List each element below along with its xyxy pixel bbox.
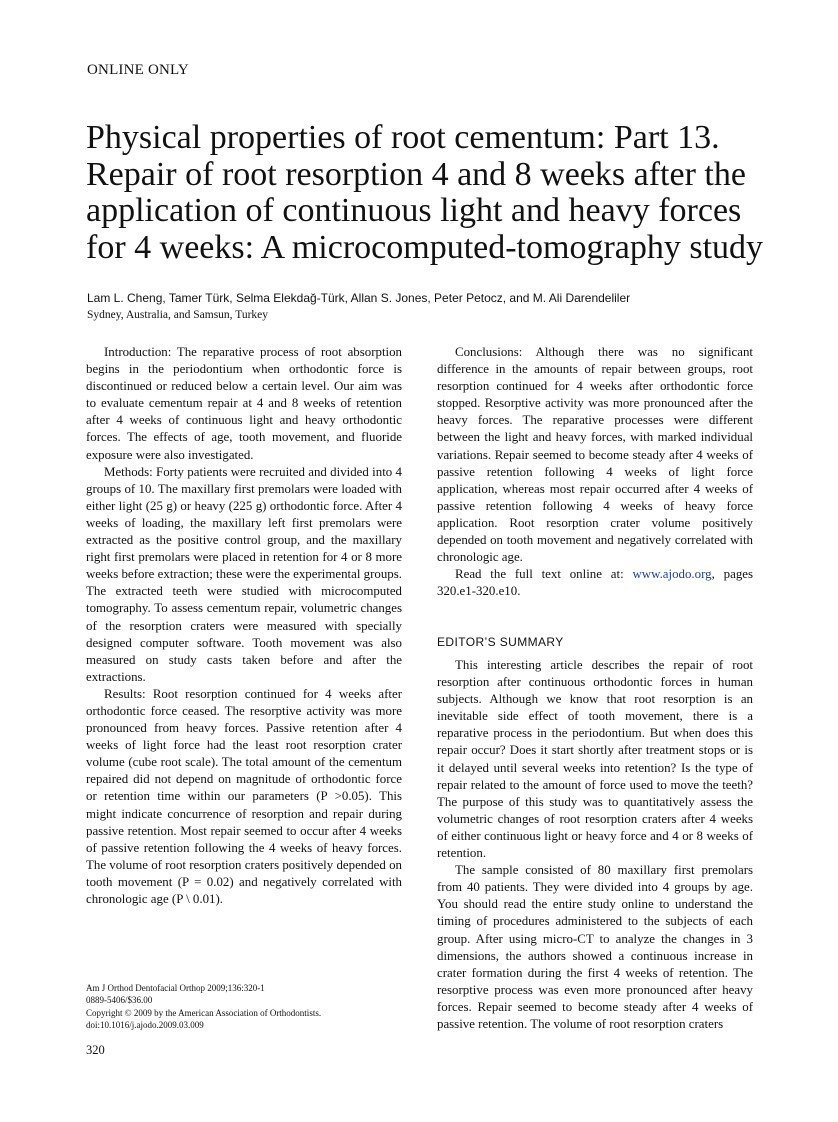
citation-footnote	[86, 982, 406, 1031]
page-number: 320	[86, 1043, 105, 1057]
read-full-text	[437, 566, 753, 600]
abstract-introduction: Introduction: The reparative process of root absorption begins in the periodontium when orthodontic force is discontinued or reduced below a certain level. Our aim was to evaluate cementum repair at 4 and 8 weeks of retention after 4 weeks of continuous light and heavy orthodontic forces. The effects of age, tooth movement, and fluoride exposure were also investigated.	[86, 345, 402, 462]
editors-summary-column	[437, 657, 753, 1033]
article-title	[86, 120, 786, 266]
author-list: Lam L. Cheng, Tamer Türk, Selma Elekdağ-Türk, Allan S. Jones, Peter Petocz, and M. Ali Darendeliler	[87, 291, 631, 305]
abstract-methods: Methods: Forty patients were recruited and divided into 4 groups of 10. The maxillary first premolars were loaded with either light (25 g) or heavy (225 g) orthodontic force. After 4 weeks of loading, the maxillary left first premolars were extracted as the positive control group, and the maxillary right first premolars were placed in retention for 4 or 8 more weeks before extraction; these were the experimental groups. The extracted teeth were studied with microcomputed tomography. To assess cementum repair, volumetric changes of the resorption craters were measured with specially designed computer software. Tooth movement was also measured on study casts taken before and after the extractions.	[86, 464, 402, 684]
abstract-right-column	[437, 344, 753, 600]
citation-line: Am J Orthod Dentofacial Orthop 2009;136:320-1	[86, 983, 265, 993]
read-suffix: , pages 320.e1-320.e10.	[437, 567, 754, 599]
editors-summary-paragraph: This interesting article describes the repair of root resorption after continuous orthodontic forces in human subjects. Although we know that root resorption is an inevitable side effect of tooth movement, there is a reparative process in the periodontium. But when does this repair occur? Does it start shortly after treatment stops or is it delayed until several weeks into retention? Is the type of repair related to the amount of force used to move the teeth? The purpose of this study was to quantitatively assess the volumetric changes of root resorption craters after 4 weeks of either continuous light or heavy force and 4 or 8 weeks of retention.	[437, 658, 753, 861]
journal-link[interactable]: www.ajodo.org	[632, 567, 712, 582]
title-line: Physical properties of root cementum: Part 13.	[86, 119, 720, 156]
abstract-conclusions: Conclusions: Although there was no significant difference in the amounts of repair between groups, root resorption continued for 4 weeks after orthodontic force stopped. Resorptive activity was more pronounced after the heavy forces. The reparative processes were different between the light and heavy forces, with marked individual variations. Repair seemed to become steady after 4 weeks of passive retention following 4 weeks of light force application, whereas most repair occurred after 4 weeks of passive retention following 4 weeks of heavy force application. Root resorption crater volume positively depended on tooth movement and negatively correlated with chronologic age.	[437, 345, 753, 565]
section-label: ONLINE ONLY	[87, 62, 189, 78]
read-prefix: Read the full text online at:	[455, 567, 633, 582]
doi-line: doi:10.1016/j.ajodo.2009.03.009	[86, 1019, 204, 1030]
editors-summary-paragraph: The sample consisted of 80 maxillary first premolars from 40 patients. They were divided into 4 groups by age. You should read the entire study online to understand the timing of procedures administered to the subjects of each group. After using micro-CT to analyze the changes in 3 dimensions, the authors showed a continuous increase in crater formation during the first 4 weeks of retention. The resorptive process was even more pronounced after heavy forces. Repair seemed to become steady after 4 weeks of passive retention. The volume of root resorption craters	[437, 863, 753, 1031]
issn-line: 0889-5406/$36.00	[86, 995, 153, 1006]
title-line: for 4 weeks: A microcomputed-tomography study	[86, 228, 764, 266]
abstract-results: Results: Root resorption continued for 4 weeks after orthodontic force ceased. The resorptive activity was more pronounced from heavy forces. Passive retention after 4 weeks of light force had the least root resorption crater volume (cube root scale). The total amount of the cementum repaired did not depend on magnitude of orthodontic force or retention time within our parameters (P >0.05). This might indicate concurrence of resorption and repair during passive retention. Most repair seemed to occur after 4 weeks of passive retention following the 4 weeks of heavy forces. The volume of root resorption craters positively depended on tooth movement (P = 0.02) and negatively correlated with chronologic age (P \ 0.01).	[86, 686, 402, 906]
abstract-left-column	[86, 344, 402, 908]
title-line: Repair of root resorption 4 and 8 weeks after the	[86, 155, 746, 193]
copyright-line: Copyright © 2009 by the American Association of Orthodontists.	[86, 1007, 322, 1018]
editors-summary-heading: EDITOR’S SUMMARY	[437, 635, 564, 649]
title-line: application of continuous light and heavy forces	[86, 192, 742, 229]
affiliation: Sydney, Australia, and Samsun, Turkey	[87, 309, 269, 321]
